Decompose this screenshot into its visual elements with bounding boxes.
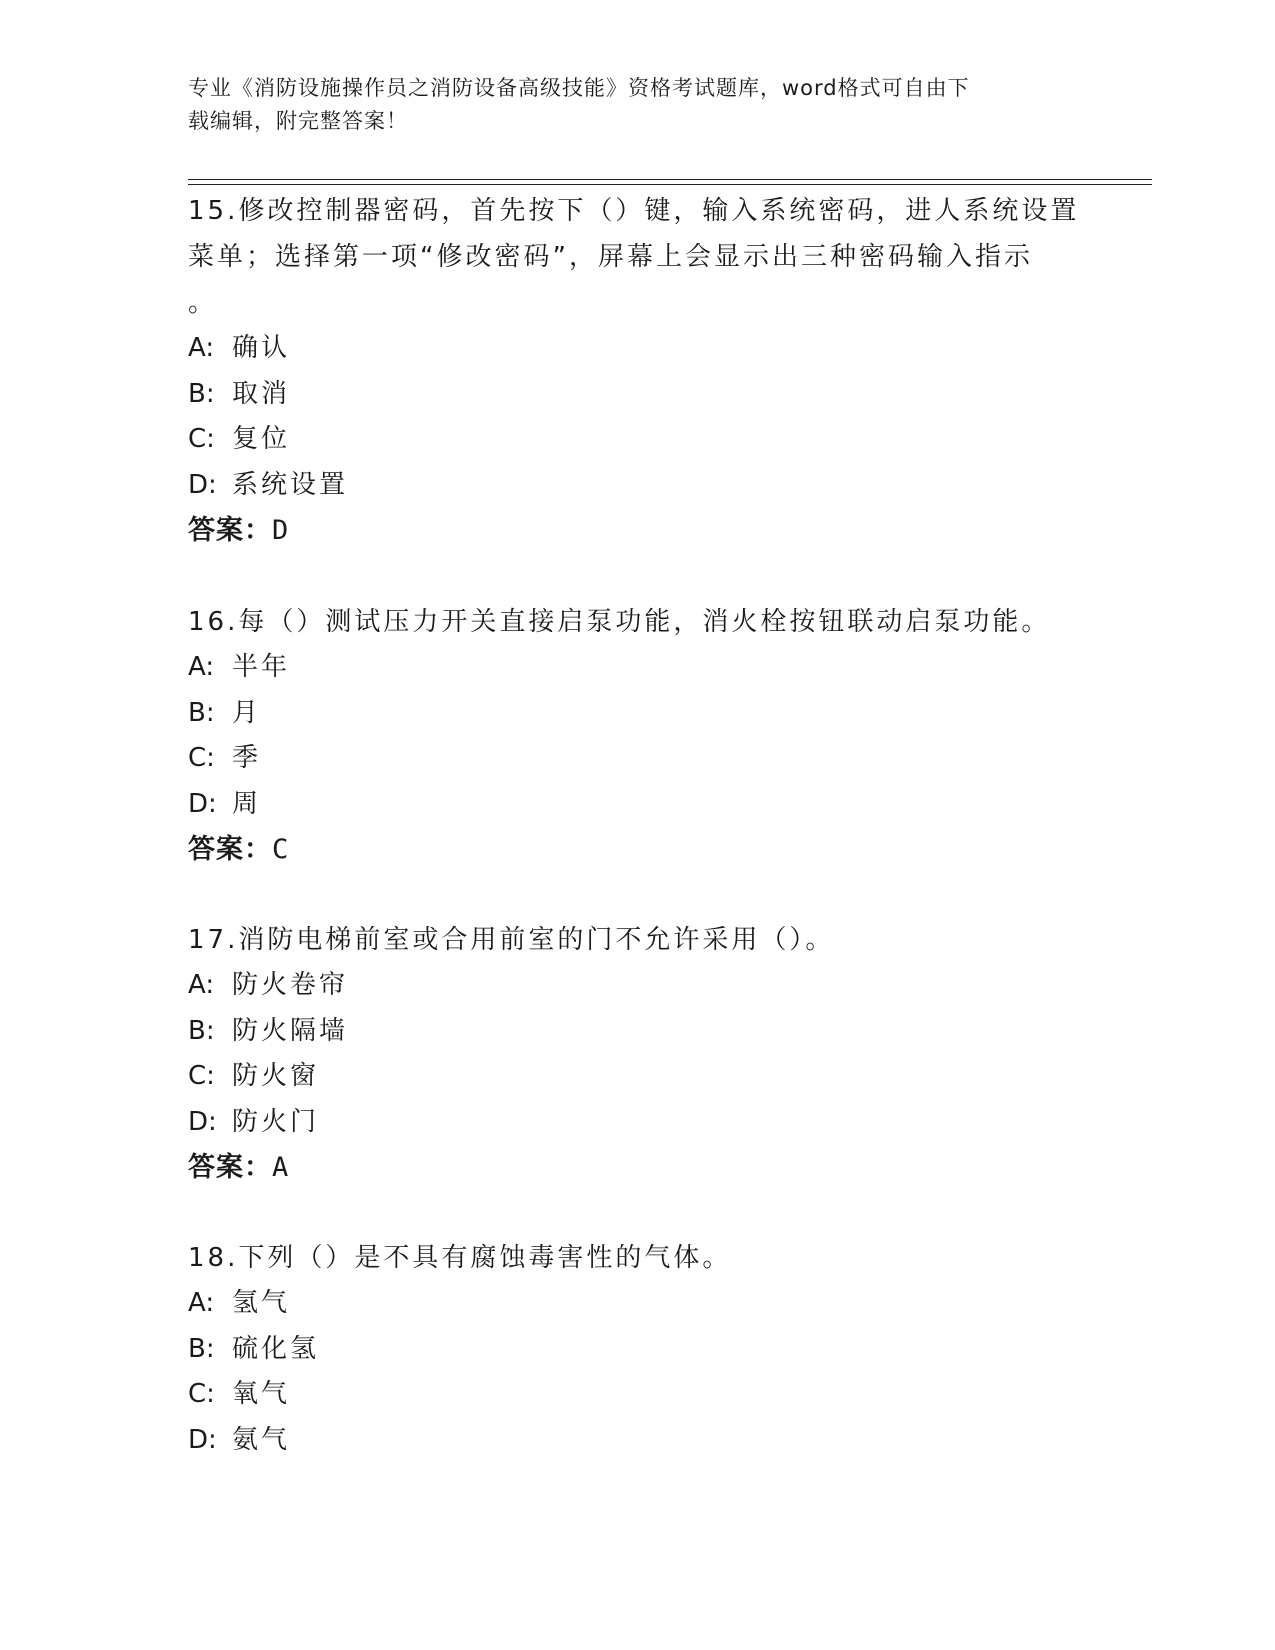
option-letter: B:	[188, 1015, 215, 1046]
header-line: 专业《消防设施操作员之消防设备高级技能》资格考试题库，word格式可自由下	[188, 76, 970, 100]
question-stem	[188, 917, 1088, 963]
question-18	[188, 1235, 1088, 1463]
option-b	[188, 1327, 1088, 1373]
option-b	[188, 372, 1088, 418]
answer-value: A	[272, 1152, 290, 1183]
question-15	[188, 188, 1088, 554]
option-text: 氨气	[232, 1424, 291, 1455]
option-a	[188, 326, 1088, 372]
document-header	[188, 72, 1068, 138]
option-text: 防火窗	[232, 1061, 320, 1091]
option-text: 月	[232, 697, 262, 728]
stem-line: 18.下列（）是不具有腐蚀毒害性的气体。	[188, 1243, 732, 1273]
option-c	[188, 1372, 1088, 1418]
option-text: 取消	[232, 378, 291, 409]
header-divider	[188, 184, 1152, 185]
option-letter: A:	[188, 1288, 215, 1318]
option-letter: B:	[188, 1333, 215, 1364]
option-letter: C:	[188, 743, 215, 773]
option-letter: D:	[188, 469, 217, 500]
answer-label: 答案：	[188, 1152, 272, 1183]
stem-line: 15.修改控制器密码，首先按下（）键，输入系统密码，进人系统设置	[188, 196, 1080, 226]
option-letter: A:	[188, 333, 215, 363]
answer-line	[188, 1145, 1088, 1191]
option-letter: D:	[188, 1106, 217, 1137]
option-b	[188, 691, 1088, 737]
option-text: 氢气	[232, 1288, 291, 1318]
option-text: 防火门	[232, 1106, 320, 1137]
question-17	[188, 917, 1088, 1191]
question-16	[188, 599, 1088, 873]
option-c	[188, 417, 1088, 463]
option-letter: C:	[188, 424, 215, 454]
option-text: 确认	[232, 333, 291, 363]
option-a	[188, 963, 1088, 1009]
option-a	[188, 645, 1088, 691]
option-text: 季	[232, 743, 262, 773]
option-text: 氧气	[232, 1379, 291, 1409]
answer-line	[188, 508, 1088, 554]
option-letter: C:	[188, 1061, 215, 1091]
option-text: 防火隔墙	[232, 1015, 349, 1046]
option-letter: C:	[188, 1379, 215, 1409]
header-line: 载编辑，附完整答案！	[188, 109, 408, 133]
option-text: 硫化氢	[232, 1333, 320, 1364]
answer-line	[188, 827, 1088, 873]
option-d	[188, 463, 1088, 509]
stem-line: 。	[188, 288, 218, 318]
question-stem	[188, 188, 1088, 326]
header-divider	[188, 179, 1152, 180]
stem-line: 17.消防电梯前室或合用前室的门不允许采用（）。	[188, 925, 835, 955]
option-c	[188, 736, 1088, 782]
answer-label: 答案：	[188, 515, 272, 546]
question-stem	[188, 1235, 1088, 1281]
option-text: 复位	[232, 424, 291, 454]
option-text: 周	[232, 788, 262, 819]
option-letter: D:	[188, 1424, 217, 1455]
answer-value: C	[272, 834, 290, 865]
option-d	[188, 1418, 1088, 1464]
option-letter: D:	[188, 788, 217, 819]
option-text: 防火卷帘	[232, 970, 349, 1000]
stem-line: 16.每（）测试压力开关直接启泵功能，消火栓按钮联动启泵功能。	[188, 607, 1051, 637]
option-a	[188, 1281, 1088, 1327]
option-letter: A:	[188, 652, 215, 682]
option-letter: A:	[188, 970, 215, 1000]
stem-line: 菜单；选择第一项“修改密码”，屏幕上会显示出三种密码输入指示	[188, 242, 1033, 272]
option-b	[188, 1009, 1088, 1055]
option-text: 半年	[232, 652, 291, 682]
option-c	[188, 1054, 1088, 1100]
option-d	[188, 1100, 1088, 1146]
option-text: 系统设置	[232, 469, 349, 500]
option-letter: B:	[188, 378, 215, 409]
option-letter: B:	[188, 697, 215, 728]
answer-label: 答案：	[188, 834, 272, 865]
question-stem	[188, 599, 1088, 645]
option-d	[188, 782, 1088, 828]
answer-value: D	[272, 515, 290, 546]
